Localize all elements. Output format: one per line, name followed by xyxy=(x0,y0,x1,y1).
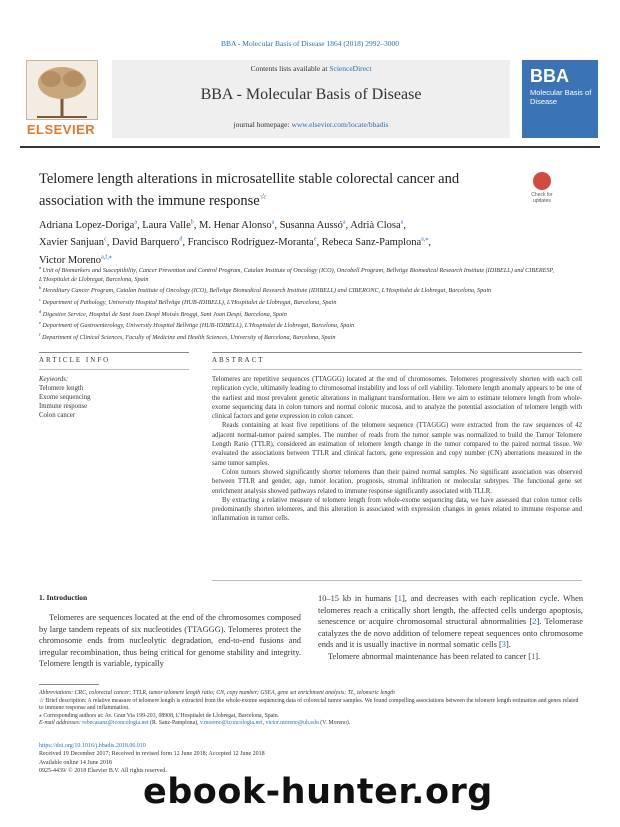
affiliation-text: Department of Gastroenterology, University Hospital Bellvitge (HUB-IDIBELL), L'Hospitalet de Llobregat, Barcelona, Spain xyxy=(42,322,355,330)
affiliation xyxy=(39,308,579,320)
intro-text: ], and decreases with each replication cycle. When telomeres reach a critically short length, the affected cells undergo apoptosis, senescence or acquire chromosomal structural abnormalities [ xyxy=(318,594,584,626)
keyword: Telomere length xyxy=(39,385,84,392)
intro-paragraph xyxy=(318,651,583,663)
author-name: Rebeca Sanz-Pamplona xyxy=(321,237,422,248)
author[interactable] xyxy=(39,220,142,231)
affiliation xyxy=(39,284,579,296)
intro-right-column xyxy=(318,593,583,662)
abstract-paragraph: Reads containing at least five repetitions of the telomere sequence (TTAGGG) were extracted from the raw sequences of 42 adjacent normal-tumor paired samples. The number of reads from the tumor sample was normalized to build the Tumor Telomere Length Ratio (TTLR), considered an estimation of telomere length change in the tumor compared to the paired normal tissue. We evaluated the associations between TTLR and clinical factors, gene expression and copy number (CN) aberrations measured in the same tumor samples. xyxy=(212,422,582,467)
author-separator: , xyxy=(403,219,406,231)
abbreviations-note: Abbreviations: CRC, colorectal cancer; TTLR, tumor telomere length ratio; CN, copy number; GSEA, gene set enrichment analysis; TL, telomeric length xyxy=(39,690,395,696)
copyright: 0925-4439/ © 2018 Elsevier B.V. All rights reserved. xyxy=(39,768,167,775)
affiliation xyxy=(39,319,579,331)
intro-paragraph: Telomeres are sequences located at the end of the chromosomes composed by large tandem repeats of six nucleotides (TTAGGG). Telomeres protect the chromosome ends from nucleolytic degradation, end-to-end fusions and irregular recombination, thus being critical for genome stability and integrity. Telomere length is variable, typically xyxy=(39,613,301,668)
intro-left-column xyxy=(39,612,301,670)
author-separator: , xyxy=(274,219,280,231)
abstract-paragraph: Colon tumors showed significantly shorter telomeres than their paired normal samples. No significant association was observed between TTLR and gender, age, tumor location, prognosis, stromal infiltration or molecular subtypes. The functional gene set enrichment analysis showed pathways related to immune response significantly associated with TLLR. xyxy=(212,468,582,495)
author-name: Francisco Rodríguez-Moranta xyxy=(187,237,314,248)
author[interactable] xyxy=(322,237,431,248)
affiliation-mark: b xyxy=(39,285,42,291)
citation-link[interactable]: 1 xyxy=(531,651,536,661)
author-affiliation-mark[interactable]: a xyxy=(271,219,275,225)
publisher-name: ELSEVIER xyxy=(26,122,96,137)
title-footnote-mark[interactable]: ☆ xyxy=(259,192,267,201)
author-separator: , xyxy=(106,237,112,248)
author-affiliation-mark[interactable]: b xyxy=(190,219,194,225)
brief-description-note: ☆ Brief description: A relative measure of telomere length is extracted from the whole-exome sequencing data of colorectal tumor samples. We found compelling associations between the telomere length estimation and genes related to immune response and inflammation. xyxy=(39,697,579,712)
check-updates-badge[interactable] xyxy=(524,172,560,208)
journal-citation[interactable]: BBA - Molecular Basis of Disease 1864 (2018) 2992–3000 xyxy=(221,39,399,48)
author[interactable] xyxy=(350,220,406,231)
author-name: Victor Moreno xyxy=(39,254,102,266)
homepage-prefix: journal homepage: xyxy=(233,120,292,129)
affiliation xyxy=(39,296,579,308)
author-affiliation-mark[interactable]: d xyxy=(179,236,183,243)
footnote-rule xyxy=(39,684,99,685)
contents-banner xyxy=(112,60,510,138)
tree-logo-icon xyxy=(26,60,98,120)
author-name: Xavier Sanjuan xyxy=(39,237,105,248)
author-name: Adrià Closa xyxy=(350,219,401,231)
keyword: Colon cancer xyxy=(39,412,76,419)
affiliation-mark: f xyxy=(39,331,41,337)
intro-text: ]. xyxy=(505,640,511,649)
author[interactable] xyxy=(112,237,188,248)
article-title xyxy=(39,170,489,210)
abstract-end-rule xyxy=(212,580,582,581)
journal-title: BBA - Molecular Basis of Disease xyxy=(200,86,422,103)
abstract-paragraph: By extracting a relative measure of telomere length from whole-exome sequencing data, we have assessed that colon tumor cells predominantly shorten telomeres, and this alteration is associated with expression changes in genes related to immune response and inflammation in tumor cells. xyxy=(212,496,582,523)
author-affiliation-mark[interactable]: a,⁎ xyxy=(421,236,429,243)
email-owner: (V. Moreno). xyxy=(318,720,351,727)
corresponding-authors-note: ⁎ Corresponding authors at: Av. Gran Via 199-203, 08908, L'Hospitalet de Llobregat, Barcelona, Spain. xyxy=(39,712,280,719)
affiliation-mark: d xyxy=(39,308,42,314)
journal-homepage xyxy=(112,120,510,129)
author-affiliation-mark[interactable]: a xyxy=(400,219,404,225)
author-name: Laura Valle xyxy=(142,219,191,231)
citation-link[interactable]: 3 xyxy=(501,640,506,649)
author-affiliation-mark[interactable]: e xyxy=(313,236,317,243)
journal-masthead xyxy=(20,60,600,140)
author-name: M. Henar Alonso xyxy=(199,219,272,231)
introduction-heading: 1. Introduction xyxy=(39,593,88,602)
author-affiliation-mark[interactable]: a xyxy=(134,219,138,225)
homepage-link[interactable]: www.elsevier.com/locate/bbadis xyxy=(291,120,389,129)
author-affiliation-mark[interactable]: a xyxy=(342,219,346,225)
affiliation-text: Department of Pathology, University Hospital Bellvitge (HUB-IDIBELL), L'Hospitalet de Llobregat, Barcelona, Spain xyxy=(42,298,337,306)
online-date: Available online 14 June 2018 xyxy=(39,759,112,766)
affiliation-text: Unit of Biomarkers and Susceptibility, Cancer Prevention and Control Program, Catalan Institute of Oncology (ICO), Oncobell Program, Bellvitge Biomedical Research Institute (IDIBELL) and CIBERESP, L'Hospitalet de Llobregat, Barcelona, Spain xyxy=(39,267,555,283)
email-link[interactable]: v.moreno@iconcologia.net xyxy=(199,720,263,727)
author-separator: , xyxy=(316,237,322,248)
email-owner: (R. Sanz-Pamplona), xyxy=(148,720,200,727)
email-link[interactable]: rebecasanz@iconcologia.net xyxy=(82,720,149,727)
footnotes xyxy=(39,690,584,728)
watermark: ebook-hunter.org xyxy=(143,772,493,812)
affiliation xyxy=(39,264,579,284)
keyword: Immune response xyxy=(39,403,88,410)
intro-paragraph xyxy=(318,593,583,651)
affiliation-mark: a xyxy=(39,265,41,270)
citation-link[interactable]: 1 xyxy=(397,594,402,603)
intro-text: ]. xyxy=(535,651,541,661)
email-link[interactable]: victor.moreno@ub.edu xyxy=(265,720,319,727)
email-separator: , xyxy=(262,720,266,727)
elsevier-logo[interactable] xyxy=(20,60,102,138)
affiliation-text: Digestive Service, Hospital de Sant Joan Despí Moisès Broggi, Sant Joan Despí, Barcelona, Spain xyxy=(42,310,287,318)
affiliation-list xyxy=(39,264,579,343)
article-title-text: Telomere length alterations in microsatellite stable colorectal cancer and association with the immune response xyxy=(39,171,460,209)
keywords-label: Keywords: xyxy=(39,376,69,383)
affiliation-text: Department of Clinical Sciences, Faculty of Medicine and Health Sciences, University of Barcelona, Barcelona, Spain xyxy=(42,333,336,341)
intro-text: ]. Telomerase catalyzes the de novo addition of telomere repeat sequences onto chromosome ends and it is usually inactive in normal somatic cells [ xyxy=(318,617,583,649)
author-separator: , xyxy=(193,219,200,231)
author-affiliation-mark[interactable]: a,f,⁎ xyxy=(101,254,112,260)
abstract-heading: ABSTRACT xyxy=(212,356,265,364)
author[interactable] xyxy=(280,220,351,231)
doi-link[interactable]: https://doi.org/10.1016/j.bbadis.2018.06.010 xyxy=(39,743,146,749)
masthead-divider xyxy=(20,146,600,148)
abstract-subrule xyxy=(212,369,582,370)
author-list xyxy=(39,215,579,268)
keywords-block xyxy=(39,375,189,420)
keyword: Exome sequencing xyxy=(39,394,91,401)
author[interactable] xyxy=(39,237,112,248)
publication-info xyxy=(39,742,339,776)
intro-text: 10–15 kb in humans [ xyxy=(318,594,398,603)
intro-text: Telomere abnormal maintenance has been related to cancer [ xyxy=(328,651,532,661)
author[interactable] xyxy=(142,220,199,231)
author-name: Susanna Aussó xyxy=(279,219,343,231)
author-separator: , xyxy=(345,219,351,231)
article-info-subrule xyxy=(39,369,189,370)
cover-subtitle: Molecular Basis of Disease xyxy=(530,88,592,106)
contents-line xyxy=(112,64,510,73)
citation-link[interactable]: 2 xyxy=(532,617,537,626)
article-info-rule xyxy=(39,352,189,353)
affiliation-text: Hereditary Cancer Program, Catalan Institute of Oncology (ICO), Bellvitge Biomedical Research Institute (IDIBELL) and CIBERONC, L'Hospitalet de Llobregat, Barcelona, Spain xyxy=(42,287,492,295)
author-separator: , xyxy=(137,219,143,231)
affiliation-mark: e xyxy=(39,320,41,326)
cover-title: BBA xyxy=(530,66,569,86)
journal-cover[interactable] xyxy=(522,60,598,138)
author-name: David Barquero xyxy=(111,237,180,248)
author-separator: , xyxy=(428,237,431,248)
affiliation xyxy=(39,331,579,343)
abstract-body xyxy=(212,375,582,524)
author-separator: , xyxy=(182,237,188,248)
check-updates-label: Check for updates xyxy=(531,192,553,204)
sciencedirect-link[interactable]: ScienceDirect xyxy=(329,64,372,73)
email-label: E-mail addresses: xyxy=(39,720,83,727)
author[interactable] xyxy=(188,237,322,248)
affiliation-mark: c xyxy=(39,296,41,302)
check-updates-icon xyxy=(533,172,551,190)
article-info-heading: ARTICLE INFO xyxy=(39,356,111,364)
author-affiliation-mark[interactable]: c xyxy=(104,236,107,243)
email-addresses xyxy=(39,720,584,728)
abstract-paragraph: Telomeres are repetitive sequences (TTAGGG) located at the end of chromosomes. Telomeres progressively shorten with each cell replication cycle, ultimately leading to chromosomal instability and loss of cell viability. Telomere length anomaly appears to be one of the earliest and most prevalent genetic alterations in malignant transformation. Here we aim to estimate telomere length from whole-exome sequencing data in colon tumors and normal colonic mucosa, and to analyze the potential association of telomere length with clinical factors and gene expression in colon cancer. xyxy=(212,376,582,421)
received-dates: Received 19 December 2017; Received in revised form 12 June 2018; Accepted 12 June 2018 xyxy=(39,751,265,758)
abstract-rule xyxy=(212,352,582,353)
author[interactable] xyxy=(199,220,280,231)
author-name: Adriana Lopez-Doriga xyxy=(39,219,135,231)
contents-prefix: Contents lists available at xyxy=(250,64,330,73)
